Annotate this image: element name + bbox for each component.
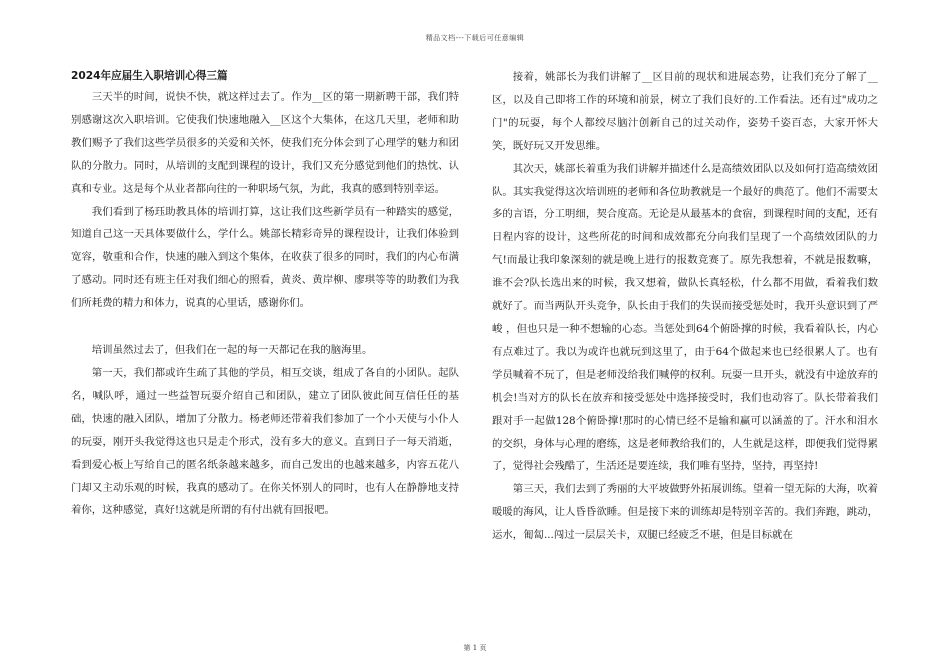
paragraph: 其次天，姚部长着重为我们讲解并描述什么是高绩效团队以及如何打造高绩效团队。其实我觉得这次培训班的老师和各位助教就是一个最好的典范了。他们不需要太多的言语，分工明细，契合度高。无论是从最基本的食宿，到课程时间的支配，还有日程内容的设计，这些所花的时间和成效都充分向我们呈现了一个高绩效团队的力气!而最让我印象深刻的就是晚上进行的报数竞赛了。原先我想着，不就是报数嘛，谁不会?队长选出来的时候，我又想着，做队长真轻松，什么都不用做，看着我们数就好了。而当两队开头竞争，队长由于我们的失误而接受惩处时，我开头意识到了严峻 ，但也只是一种不想输的心态。当惩处到64个俯卧撑的时候，我看着队长，内心有点难过了。我以为或许也就玩到这里了，由于64个做起来也已经很累人了。也有学员喊着不玩了，但是老师没给我们喊停的权利。玩耍一旦开头，就没有中途放弃的机会!当对方的队长在放弃和接受惩处中选择接受时，我们也动容了。队长带着我们跟对手一起做128个俯卧撑!那时的心情已经不是输和赢可以涵盖的了。汗水和泪水的交织，身体与心理的磨练，这是老师教给我们的，人生就是这样，即便我们觉得累了，觉得社会残酷了，生活还是要连续，我们唯有坚持，坚持，再坚持! xyxy=(492,162,878,473)
page-number: 第 1 页 xyxy=(463,644,487,652)
paragraph-gap xyxy=(71,315,459,339)
paragraph: 第一天，我们都或许生疏了其他的学员，相互交谈，组成了各自的小团队。起队名，喊队呼，通过一些益智玩耍介绍自己和团队，建立了团队彼此间互信任任的基础，快速的融入团队，增加了分散力。杨老师还带着我们参加了一个小天使与小仆人的玩耍，刚开头我觉得这也只是走个形式，没有多大的意义。直到日子一每天消逝，看到爱心板上写给自己的匿名纸条越来越多，而自己发出的也越来越多，内容五花八门却又主动乐观的时候，我真的感动了。在你关怀别人的同时，也有人在静静地支持着你，这种感觉，真好!这就是所谓的有付出就有回报吧。 xyxy=(71,366,459,517)
left-column xyxy=(71,66,459,522)
right-column xyxy=(492,66,878,547)
paragraph: 我们看到了杨珏助教具体的培训打算，这让我们这些新学员有一种踏实的感觉，知道自己这一天具体要做什么，学什么。姚部长精彩奇异的课程设计，让我们体验到宽容，敬重和合作，快速的融入到这个集体，在收获了很多的同时，我们的内心布满了感动。同时还有班主任对我们细心的照看，黄炎、黄岸柳、廖琪等等的助教们为我们所耗费的精力和体力，说真的心里话，感谢你们。 xyxy=(71,205,459,310)
page-header-note: 精品文档---下载后可任意编辑 xyxy=(425,34,525,42)
document-title: 2024年应届生入职培训心得三篇 xyxy=(71,70,228,82)
paragraph: 培训虽然过去了，但我们在一起的每一天都记在我的脑海里。 xyxy=(91,344,373,357)
paragraph: 三天半的时间，说快不快，就这样过去了。作为__区的第一期新聘干部，我们特别感谢这次入职培训。它使我们快速地融入__区这个大集体，在这几天里，老师和助教们赐予了我们这些学员很多的关爱和关怀，使我们充分体会到了心理学的魅力和团队的分散力。同时，从培训的支配到课程的设计，我们又充分感觉到他们的热忱、认真和专业。这是每个从业者都向往的一种职场气氛，为此，我真的感到特别幸运。 xyxy=(71,91,459,195)
paragraph: 第三天，我们去到了秀丽的大平坡做野外拓展训练。望着一望无际的大海，吹着暖暖的海风，让人昏昏欲睡。但是接下来的训练却是特别辛苦的。我们奔跑，跳动，运水，匍匐...闯过一层层关卡，双腿已经疲乏不堪，但是目标就在 xyxy=(492,483,878,542)
paragraph: 接着，姚部长为我们讲解了__区目前的现状和进展态势，让我们充分了解了__区，以及自己即将工作的环境和前景，树立了我们良好的.工作看法。还有过"成功之门"的玩耍，每个人都绞尽脑汁创新自己的过关动作，姿势千姿百态，大家开怀大笑，既好玩又开发思维。 xyxy=(492,71,878,152)
